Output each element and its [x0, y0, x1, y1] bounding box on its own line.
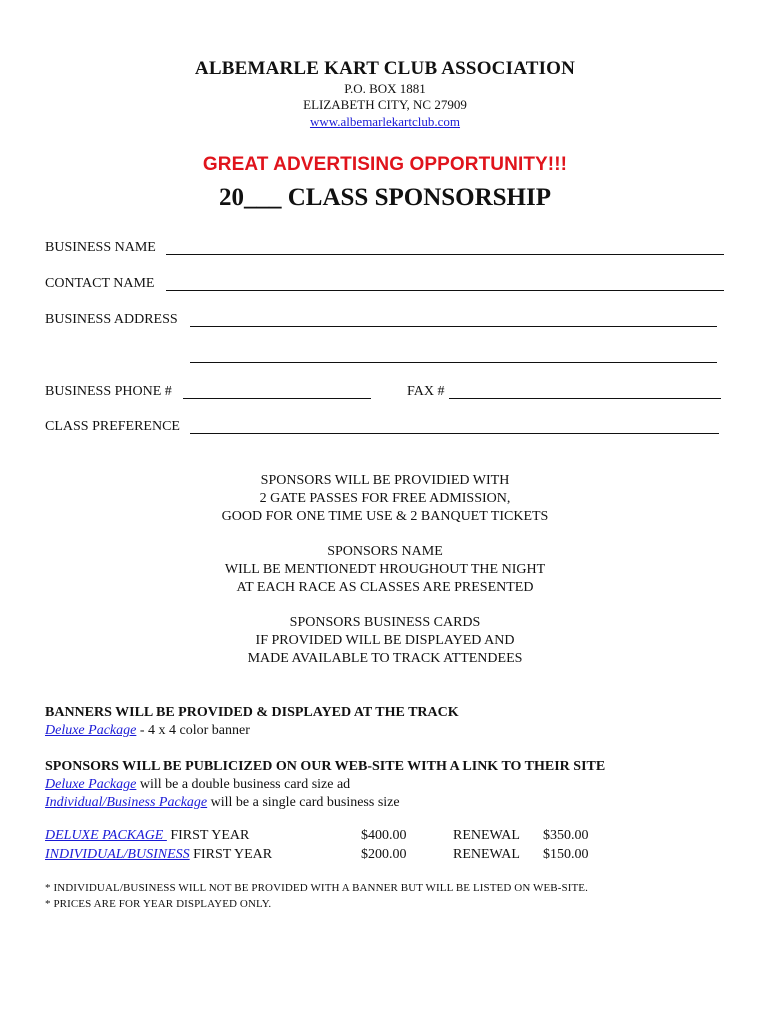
banners-heading: BANNERS WILL BE PROVIDED & DISPLAYED AT THE TRACK	[45, 705, 459, 720]
benefit-business-cards	[0, 614, 770, 668]
benefit-line: WILL BE MENTIONEDT HROUGHOUT THE NIGHT	[224, 562, 546, 577]
business-address-label: BUSINESS ADDRESS	[45, 312, 178, 327]
fax-field[interactable]	[449, 398, 721, 399]
deluxe-package-link[interactable]: Deluxe Package	[45, 723, 137, 738]
first-year-label: FIRST YEAR	[166, 828, 250, 843]
benefit-line: SPONSORS WILL BE PROVIDIED WITH	[260, 473, 510, 488]
business-phone-label: BUSINESS PHONE #	[45, 384, 172, 399]
business-phone-field[interactable]	[183, 398, 371, 399]
individual-renewal-price: $150.00	[543, 847, 589, 862]
contact-name-label: CONTACT NAME	[45, 276, 155, 291]
business-address-field-line-1[interactable]	[190, 326, 717, 327]
page-title: 20___ CLASS SPONSORSHIP	[218, 184, 552, 211]
deluxe-renewal-price: $350.00	[543, 828, 589, 843]
class-preference-label: CLASS PREFERENCE	[45, 419, 180, 434]
benefit-line: 2 GATE PASSES FOR FREE ADMISSION,	[259, 491, 511, 506]
business-name-label: BUSINESS NAME	[45, 240, 156, 255]
pricing-individual-package	[45, 847, 272, 863]
website-link[interactable]: www.albemarlekartclub.com	[309, 114, 461, 129]
po-box: P.O. BOX 1881	[344, 81, 426, 96]
deluxe-package-price-link[interactable]: DELUXE PACKAGE	[45, 828, 167, 843]
business-name-field[interactable]	[166, 254, 724, 255]
class-preference-field[interactable]	[190, 433, 719, 434]
first-year-label: FIRST YEAR	[189, 847, 273, 862]
contact-name-field[interactable]	[166, 290, 724, 291]
deluxe-package-link[interactable]: Deluxe Package	[45, 777, 137, 792]
benefit-line: SPONSORS NAME	[327, 544, 443, 559]
renewal-label: RENEWAL	[453, 828, 520, 843]
website-individual-row	[45, 794, 400, 812]
benefit-name-mention	[0, 543, 770, 597]
individual-first-year-price: $200.00	[361, 847, 407, 862]
footnote-prices: * PRICES ARE FOR YEAR DISPLAYED ONLY.	[45, 898, 272, 910]
individual-business-package-link[interactable]: Individual/Business Package	[45, 795, 208, 810]
pricing-deluxe-package	[45, 828, 249, 844]
organization-name: ALBEMARLE KART CLUB ASSOCIATION	[194, 58, 576, 79]
city-state-zip: ELIZABETH CITY, NC 27909	[303, 97, 467, 112]
benefit-line: AT EACH RACE AS CLASSES ARE PRESENTED	[236, 580, 534, 595]
advertising-headline: GREAT ADVERTISING OPPORTUNITY!!!	[202, 154, 568, 175]
banners-deluxe-row	[45, 722, 250, 740]
deluxe-first-year-price: $400.00	[361, 828, 407, 843]
benefit-line: GOOD FOR ONE TIME USE & 2 BANQUET TICKETS	[221, 509, 549, 524]
website-deluxe-description: will be a double business card size ad	[136, 777, 351, 792]
business-address-field-line-2[interactable]	[190, 362, 717, 363]
benefit-line: MADE AVAILABLE TO TRACK ATTENDEES	[247, 651, 523, 666]
banners-deluxe-description: - 4 x 4 color banner	[136, 723, 250, 738]
website-heading: SPONSORS WILL BE PUBLICIZED ON OUR WEB-SITE WITH A LINK TO THEIR SITE	[45, 759, 606, 774]
benefit-line: SPONSORS BUSINESS CARDS	[289, 615, 481, 630]
renewal-label: RENEWAL	[453, 847, 520, 862]
website-deluxe-row	[45, 776, 350, 794]
individual-business-price-link[interactable]: INDIVIDUAL/BUSINESS	[45, 847, 190, 862]
footnote-individual: * INDIVIDUAL/BUSINESS WILL NOT BE PROVIDED WITH A BANNER BUT WILL BE LISTED ON WEB-SITE.	[45, 882, 588, 894]
benefit-passes	[0, 472, 770, 526]
website-individual-description: will be a single card business size	[207, 795, 400, 810]
benefit-line: IF PROVIDED WILL BE DISPLAYED AND	[255, 633, 515, 648]
fax-label: FAX #	[407, 384, 445, 399]
